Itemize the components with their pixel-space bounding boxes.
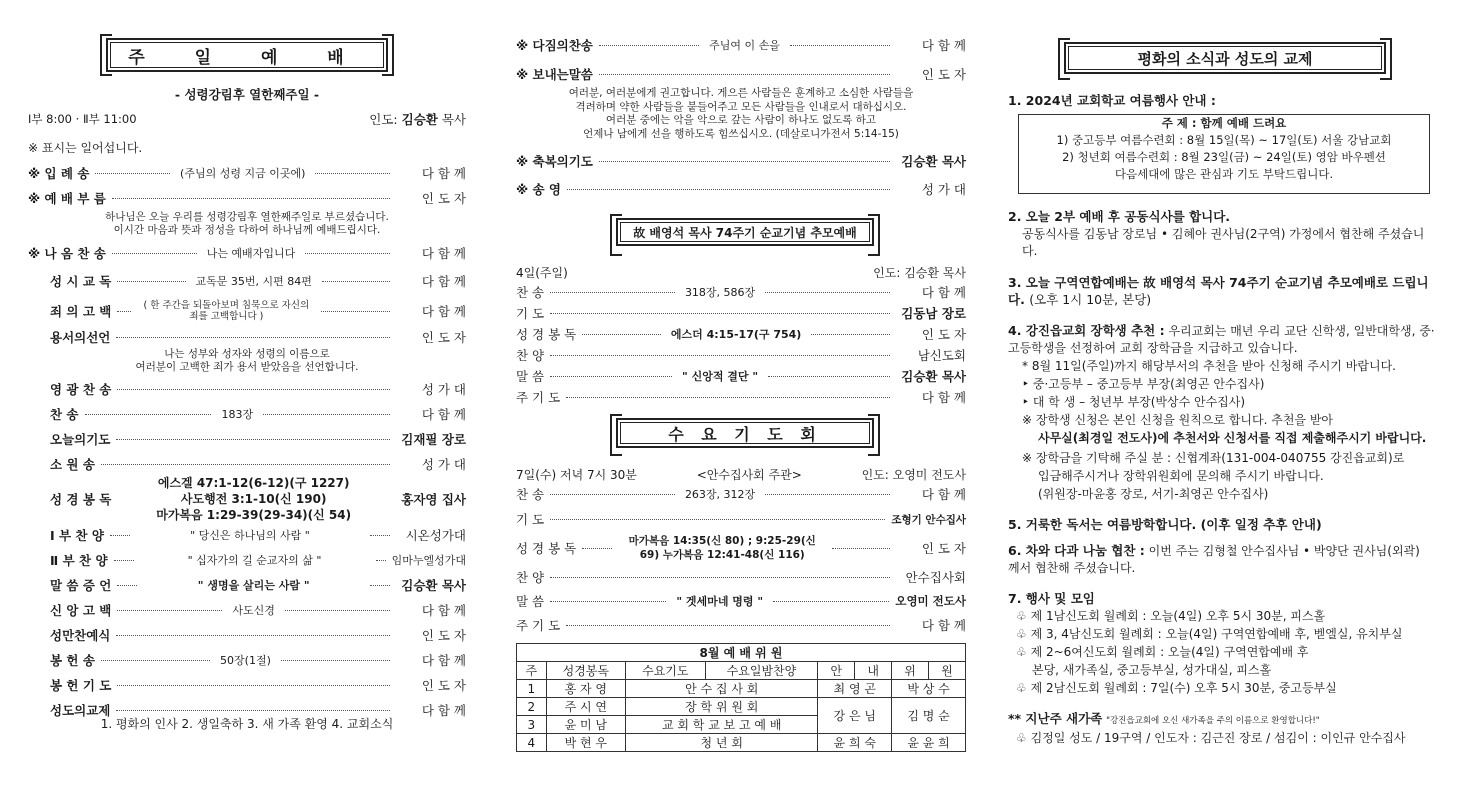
table-cell: 주 시 연 [546, 698, 626, 716]
order-leader: 다 함 께 [921, 285, 966, 300]
order-detail: 나는 예배자입니다 [206, 247, 296, 260]
notice-4-a: * 8월 11일(주일)까지 해당부서의 추천을 받아 신청해 주시기 바랍니다. [1022, 359, 1396, 373]
order-label: ※ 예 배 부 름 [28, 191, 106, 206]
order-leader: 시온성가대 [405, 528, 466, 543]
wednesday-row [516, 590, 966, 612]
order-leader: 인 도 자 [421, 678, 466, 693]
table-cell: 강 은 님 [818, 698, 892, 734]
wednesday-row [516, 532, 966, 564]
order-label: 주 기 도 [516, 390, 561, 405]
order-row [516, 150, 966, 172]
table-cell: 1 [517, 680, 547, 698]
notice-7-a: ♧ 제 1남신도회 월례회 : 오늘(4일) 오후 5시 30분, 피스홀 [1016, 609, 1326, 623]
box-line-1: 1) 중고등부 여름수련회 : 8월 15일(목) ~ 17일(토) 서울 강남교회 [1056, 133, 1392, 147]
table-cell: 청 년 회 [626, 734, 818, 752]
notice-6-body: 이번 주는 김형철 안수집사님 • 박양단 권사님(외곽)께서 협찬해 주셨습니다. [1008, 544, 1420, 575]
table-header: 안 [818, 662, 855, 680]
order-detail: 사도신경 [232, 604, 275, 617]
leader-suffix: 목사 [441, 112, 466, 127]
order-row [28, 674, 466, 696]
wednesday-header-row [516, 463, 966, 485]
order-detail: 마가복음 14:35(신 80) ; 9:25-29(신 69) 누가복음 12:41-48(신 116) [628, 535, 816, 561]
order-row [28, 624, 466, 646]
new-family-heading [1008, 710, 1440, 730]
order-label: Ⅰ 부 찬 양 [50, 528, 104, 543]
order-label: 말 씀 증 언 [50, 578, 112, 593]
notice-6 [1008, 542, 1428, 577]
order-leader: 김승환 목사 [901, 154, 966, 169]
table-title: 8월 예 배 위 원 [517, 644, 966, 662]
notice-2-title: 2. 오늘 2부 예배 후 공동식사를 합니다. [1008, 209, 1231, 224]
reading-passage-2: 사도행전 3:1-10(신 190) [180, 492, 327, 506]
table-header: 위 [892, 662, 929, 680]
order-label: 찬 양 [516, 348, 545, 363]
order-label: 오늘의기도 [50, 432, 111, 447]
order-row [28, 524, 466, 546]
table-cell: 교 회 학 교 보 고 예 배 [626, 716, 818, 734]
order-row [516, 178, 966, 200]
order-detail: 교독문 35번, 시편 84편 [195, 275, 312, 288]
order-row [28, 599, 466, 621]
order-detail: (주님의 성령 지금 이곳에) [180, 167, 306, 180]
absolution-line-1: 나는 성부와 성자와 성령의 이름으로 [164, 348, 330, 360]
order-leader: 다 함 께 [421, 166, 466, 181]
leader-prefix: 인도: [369, 112, 398, 127]
worship-times-row [28, 108, 466, 130]
order-leader: 인 도 자 [921, 541, 966, 556]
order-label: 신 앙 고 백 [50, 603, 112, 618]
news-banner: 평화의 소식과 성도의 교제 [1064, 42, 1386, 74]
call-to-worship-text [28, 211, 466, 237]
worship-subtitle: - 성령강림후 열한째주일 - [174, 87, 320, 102]
notice-7-b: ♧ 제 3, 4남신도회 월례회 : 오늘(4일) 구역연합예배 후, 벧엘실, 유치부실 [1016, 627, 1403, 641]
order-row [28, 242, 466, 264]
order-detail: 주님여 이 손을 [709, 39, 780, 52]
table-cell: 장 학 위 원 회 [626, 698, 818, 716]
order-leader: 김승환 목사 [901, 369, 966, 384]
order-row [516, 34, 966, 56]
table-cell: 박 현 우 [546, 734, 626, 752]
order-label: 찬 송 [50, 407, 79, 422]
wednesday-time: 7일(수) 저녁 7시 30분 [516, 467, 637, 482]
call-line-1: 하나님은 오늘 우리를 성령강림후 열한째주일로 부르셨습니다. [105, 211, 389, 223]
memorial-row [516, 302, 966, 324]
order-label: Ⅱ 부 찬 양 [50, 553, 108, 568]
order-leader: 다 함 께 [421, 653, 466, 668]
notice-1-title: 1. 2024년 교회학교 여름행사 안내 : [1008, 93, 1216, 108]
august-worship-committee-table [516, 643, 966, 752]
order-leader: 김재필 장로 [401, 432, 466, 447]
new-family-body: ♧ 김정일 성도 / 19구역 / 인도자 : 김근진 장로 / 섬김이 : 이인규 안수집사 [1016, 731, 1406, 745]
order-row [28, 649, 466, 671]
new-family-title: ** 지난주 새가족 [1008, 711, 1103, 726]
wednesday-row [516, 508, 966, 530]
order-row [28, 549, 466, 571]
sunday-worship-banner: 주 일 예 배 [106, 38, 388, 72]
order-leader: 다 함 께 [921, 38, 967, 53]
order-label: ※ 나 옴 찬 송 [28, 246, 106, 261]
notice-4-body: 우리교회는 매년 우리 교단 신학생, 일반대학생, 중·고등학생을 선정하여 교회 장학금을 지급하고 있습니다. [1008, 324, 1435, 355]
order-label: 죄 의 고 백 [50, 304, 112, 319]
order-label: 찬 양 [516, 570, 545, 585]
memorial-date: 4일(주일) [516, 265, 568, 280]
table-row [517, 680, 966, 698]
order-label: 성 시 교 독 [50, 274, 112, 289]
sending-line-2: 격려하며 약한 사람들을 붙들어주고 모든 사람들을 인내로서 대하십시오. [575, 100, 907, 113]
table-cell: 김 명 순 [892, 698, 966, 734]
notice-4-f: ※ 장학금을 기탁해 주실 분 : 신협계좌(131-004-040755 강진읍교회)로 [1022, 451, 1405, 465]
sunday-worship-column [28, 0, 466, 786]
order-leader: 인 도 자 [921, 67, 966, 82]
order-leader: 남신도회 [917, 348, 966, 363]
scripture-reading-row [28, 474, 466, 524]
order-row [28, 574, 466, 596]
order-leader: 김동남 장로 [901, 306, 966, 321]
order-detail: 318장, 586장 [684, 286, 756, 299]
order-label: ※ 다짐의찬송 [516, 38, 593, 53]
wednesday-row [516, 566, 966, 588]
wednesday-host: <안수집사회 주관> [696, 467, 802, 482]
order-leader: 다 함 께 [421, 407, 467, 422]
new-family-note: "강진읍교회에 오신 새가족을 주의 이름으로 환영합니다!" [1106, 716, 1320, 726]
memorial-leader: 인도: 김승환 목사 [873, 265, 966, 280]
table-cell: 안 수 집 사 회 [626, 680, 818, 698]
box-theme: 주 제 : 함께 예배 드려요 [1161, 116, 1287, 130]
order-label: 영 광 찬 송 [50, 382, 112, 397]
order-row [28, 428, 466, 450]
table-header-row [517, 662, 966, 680]
reading-passage-3: 마가복음 1:29-39(29-34)(신 54) [156, 508, 352, 522]
order-leader: 김승환 목사 [401, 578, 466, 593]
memorial-service-banner: 故 배영석 목사 74주기 순교기념 추모예배 [616, 218, 874, 246]
fellowship-items: 1. 평화의 인사 2. 생일축하 3. 새 가족 환영 4. 교회소식 [100, 717, 394, 731]
notice-7-c: ♧ 제 2~6여신도회 월례회 : 오늘(4일) 구역연합예배 후 [1016, 645, 1309, 659]
sending-and-services-column [516, 0, 966, 786]
order-leader: 조형기 안수집사 [891, 513, 966, 526]
reading-label: 성 경 봉 독 [50, 492, 112, 507]
order-label: 봉 헌 기 도 [50, 678, 112, 693]
memorial-row [516, 386, 966, 408]
wednesday-row [516, 483, 966, 505]
table-cell: 4 [517, 734, 547, 752]
box-line-3: 다음세대에 많은 관심과 기도 부탁드립니다. [1114, 167, 1334, 181]
table-cell: 홍 자 영 [546, 680, 626, 698]
notice-4-b: ‣ 중·고등부 – 중고등부 부장(최영곤 안수집사) [1022, 377, 1265, 391]
box-line-2: 2) 청년회 여름수련회 : 8월 23일(금) ~ 24일(토) 영암 바우펜션 [1062, 150, 1386, 164]
table-header: 수요일밤찬양 [705, 662, 818, 680]
notice-2-body: 공동식사를 김동남 장로님 • 김혜아 권사님(2구역) 가정에서 협찬해 주셨습니다. [1022, 227, 1425, 258]
table-header: 주 [517, 662, 547, 680]
order-leader: 임마누엘성가대 [391, 554, 466, 567]
notice-4-c: ‣ 대 학 생 – 청년부 부장(박상수 안수집사) [1022, 395, 1246, 409]
order-label: 용서의선언 [50, 330, 111, 345]
order-detail: " 당신은 하나님의 사람 " [190, 529, 310, 542]
memorial-row [516, 344, 966, 366]
notice-4-title: 4. 강진읍교회 장학생 추천 : [1008, 323, 1165, 338]
order-row [28, 298, 466, 324]
order-leader: 다 함 께 [921, 487, 966, 502]
notice-6-title: 6. 차와 다과 나눔 협찬 : [1008, 543, 1145, 558]
order-label: ※ 송 영 [516, 182, 562, 197]
order-detail: 263장, 312장 [684, 488, 756, 501]
order-leader: 다 함 께 [421, 304, 466, 319]
order-leader: 안수집사회 [905, 570, 966, 585]
order-leader: 다 함 께 [421, 246, 467, 261]
order-leader: 오영미 전도사 [895, 594, 967, 608]
order-leader: 성 가 대 [421, 457, 466, 472]
notice-4-e: 사무실(최경일 전도사)에 추천서와 신청서를 직접 제출해주시기 바랍니다. [1038, 431, 1427, 445]
memorial-row [516, 365, 966, 387]
table-header: 내 [855, 662, 892, 680]
wednesday-leader: 인도: 오영미 전도사 [861, 467, 966, 482]
order-row [28, 378, 466, 400]
notice-4 [1008, 322, 1436, 357]
order-label: 말 씀 [516, 369, 545, 384]
order-row [28, 187, 466, 209]
order-detail: " 겟세마네 명령 " [676, 595, 764, 608]
summer-events-box [1018, 114, 1430, 194]
notice-3-heading: 3. 오늘 구역연합예배는 故 배영석 목사 74주기 순교기념 추모예배로 드립니다. [1008, 275, 1429, 307]
news-and-fellowship-column [1008, 0, 1440, 786]
absolution-line-2: 여러분이 고백한 죄가 용서 받았음을 선언합니다. [135, 361, 359, 373]
call-line-2: 이시간 마음과 뜻과 정성을 다하여 하나님께 예배드립시다. [113, 224, 381, 236]
stand-note: ※ 표시는 일어섭니다. [28, 140, 143, 155]
order-detail: " 십자가의 길 순교자의 삶 " [187, 554, 322, 567]
table-row [517, 734, 966, 752]
order-label: ※ 보내는말씀 [516, 67, 593, 82]
order-label: ※ 축복의기도 [516, 154, 593, 169]
order-label: 성 경 봉 독 [516, 327, 577, 342]
order-label: 성만찬예식 [50, 628, 111, 643]
table-cell: 윤 윤 희 [892, 734, 966, 752]
order-label: 말 씀 [516, 594, 545, 609]
notice-3-title [1008, 274, 1436, 308]
sending-line-1: 여러분, 여러분에게 권고합니다. 게으른 사람들은 훈계하고 소심한 사람들을 [568, 87, 914, 99]
memorial-header-row [516, 261, 966, 283]
notice-4-g: 입금해주시거나 장학위원회에 문의해 주시기 바랍니다. [1038, 469, 1324, 483]
sending-words [516, 87, 966, 141]
order-leader: 인 도 자 [421, 330, 466, 345]
leader-name: 김승환 [401, 112, 438, 127]
memorial-row [516, 323, 966, 345]
order-label: 찬 송 [516, 487, 545, 502]
order-detail: ( 한 주간을 되돌아보며 침묵으로 자신의 죄를 고백합니다 ) [143, 300, 310, 322]
order-row [28, 403, 466, 425]
notice-7-title: 7. 행사 및 모임 [1008, 591, 1095, 606]
table-cell: 박 상 수 [892, 680, 966, 698]
notice-4-h: (위원장-마윤홍 장로, 서기-최영곤 안수집사) [1038, 487, 1269, 501]
table-cell: 최 영 곤 [818, 680, 892, 698]
order-detail: 183장 [221, 408, 254, 421]
order-label: 소 원 송 [50, 457, 95, 472]
notice-7-d: 본당, 새가족실, 중고등부실, 성가대실, 피스홀 [1032, 663, 1272, 677]
order-leader: 성 가 대 [921, 182, 966, 197]
order-row [28, 453, 466, 475]
sending-line-4: 언제나 남에게 선을 행하도록 힘쓰십시오. (데살로니가전서 5:14-15) [583, 127, 899, 140]
reading-passage-1: 에스겔 47:1-12(6-12)(구 1227) [157, 476, 350, 490]
order-label: ※ 입 례 송 [28, 166, 90, 181]
order-leader: 인 도 자 [421, 628, 466, 643]
order-label: 찬 송 [516, 285, 545, 300]
table-header: 수요기도 [626, 662, 706, 680]
notice-7-e: ♧ 제 2남신도회 월례회 : 7일(수) 오후 5시 30분, 중고등부실 [1016, 681, 1337, 695]
absolution-text [28, 348, 466, 374]
table-cell: 3 [517, 716, 547, 734]
reading-leader: 홍자영 집사 [401, 492, 466, 507]
sending-line-3: 여러분 중에는 악을 악으로 갚는 사람이 하나도 없도록 하고 [605, 114, 877, 126]
order-detail: 50장(1절) [220, 654, 271, 667]
order-row [28, 270, 466, 292]
order-leader: 인 도 자 [421, 191, 466, 206]
memorial-row [516, 281, 966, 303]
table-header: 성경봉독 [546, 662, 626, 680]
notice-3-note: (오후 1시 10분, 본당) [1029, 292, 1152, 307]
order-leader: 성 가 대 [421, 382, 466, 397]
table-header: 원 [929, 662, 966, 680]
order-leader: 인 도 자 [921, 327, 966, 342]
order-label: 기 도 [516, 306, 545, 321]
notice-4-d: ※ 장학생 신청은 본인 신청을 원칙으로 합니다. 추천을 받아 [1022, 413, 1334, 427]
order-label: 기 도 [516, 512, 545, 527]
order-detail: " 생명을 살리는 사람 " [197, 579, 310, 592]
order-leader: 다 함 께 [921, 390, 966, 405]
order-label: 성 경 봉 독 [516, 541, 577, 556]
order-row [28, 326, 466, 348]
worship-times: Ⅰ부 8:00 · Ⅱ부 11:00 [28, 112, 137, 126]
order-label: 성도의교제 [50, 703, 111, 718]
order-detail: " 신앙적 결단 " [682, 370, 759, 383]
order-detail: 에스더 4:15-17(구 754) [670, 328, 802, 341]
table-cell: 2 [517, 698, 547, 716]
notice-5-title: 5. 거룩한 독서는 여름방학합니다. (이후 일정 추후 안내) [1008, 517, 1322, 532]
wednesday-row [516, 614, 966, 636]
table-cell: 윤 미 남 [546, 716, 626, 734]
order-leader: 다 함 께 [921, 618, 966, 633]
wednesday-prayer-banner: 수 요 기 도 회 [616, 418, 874, 448]
order-leader: 다 함 께 [421, 703, 466, 718]
table-cell: 윤 희 숙 [818, 734, 892, 752]
reading-passages [111, 475, 396, 523]
order-row [516, 63, 966, 85]
table-row [517, 698, 966, 716]
order-label: 봉 헌 송 [50, 653, 95, 668]
order-leader: 다 함 께 [421, 274, 467, 289]
order-row [28, 162, 466, 184]
order-leader: 다 함 께 [421, 603, 466, 618]
order-label: 주 기 도 [516, 618, 561, 633]
